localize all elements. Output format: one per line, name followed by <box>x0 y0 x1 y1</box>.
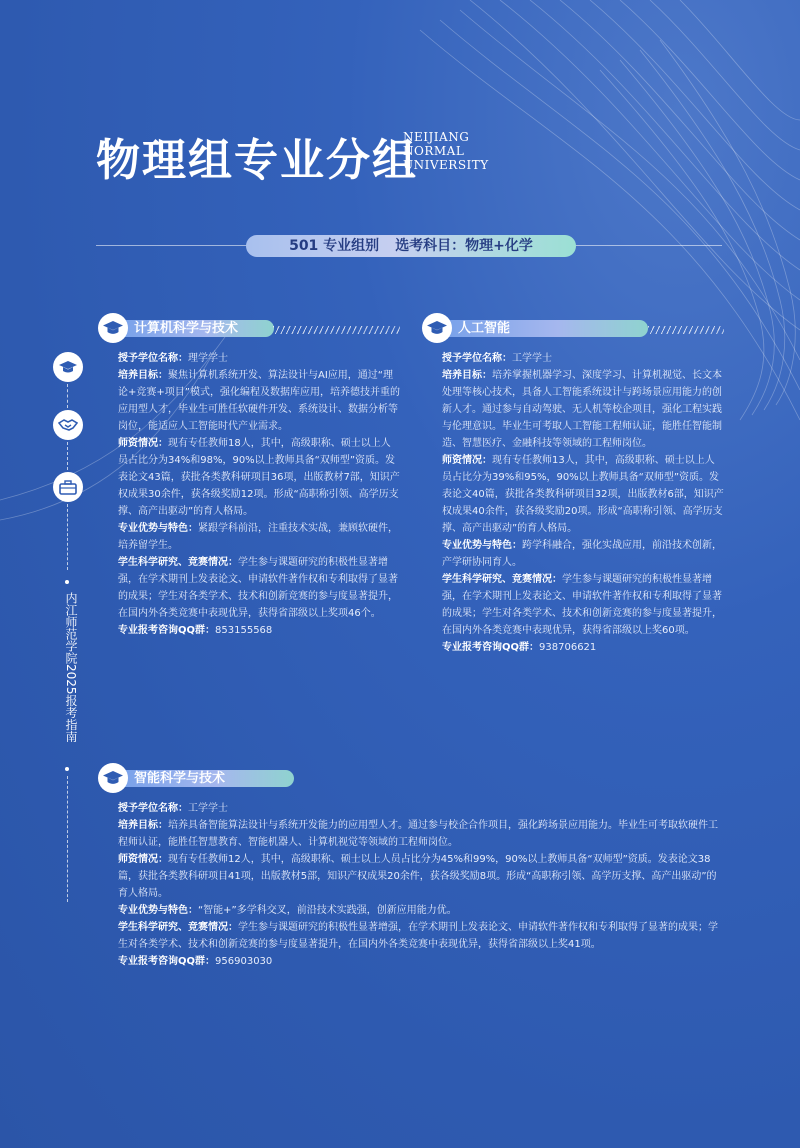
faculty-text: 现有专任教师12人，其中，高级职称、硕士以上人员占比分为45%和99%，90%以上教师具备“双师型”资质。发表论文38篇，获批各类教科研项目41项，出版教材5部，知识产权成果20余件，获各级奖励8项。形成“高职称引领、高学历支撑、高产出驱动”的育人格局。 <box>118 854 717 899</box>
graduation-cap-icon <box>98 313 128 343</box>
faculty-label: 师资情况： <box>442 455 492 466</box>
research-text: 学生参与课题研究的积极性显著增强，在学术期刊上发表论文、申请软件著作权和专利取得了显著的成果；学生对各类学术、技术和创新竞赛的参与度显著提升，在国内外各类竞赛中表现优异，获得省部级以上奖项46个。 <box>118 557 398 619</box>
side-vertical-title: 内江师范学院2025报考指南 <box>64 592 78 743</box>
hatch-decoration <box>648 326 724 334</box>
section-title: 智能科学与技术 <box>124 770 294 787</box>
section-header-ist <box>98 765 723 791</box>
english-name-line-3: UNIVERSITY <box>403 158 489 172</box>
group-label: 501 专业组别 <box>289 238 380 254</box>
section-header-ai <box>422 315 724 341</box>
feature-text: 跨学科融合，强化实战应用，前沿技术创新，产学研协同育人。 <box>442 540 722 568</box>
graduation-cap-icon <box>98 763 128 793</box>
feature-text: “智能+”多学科交叉，前沿技术实践强，创新应用能力优。 <box>198 905 457 916</box>
goal-text: 培养掌握机器学习、深度学习、计算机视觉、长文本处理等核心技术，具备人工智能系统设计与跨场景应用能力的创新人才。通过参与自动驾驶、无人机等校企项目，强化工程实践与伦理意识。毕业生可考取人工智能工程师认证，能胜任智能制造、智慧医疗、金融科技等领域的工程师岗位。 <box>442 370 722 449</box>
faculty-label: 师资情况： <box>118 854 168 865</box>
feature-label: 专业优势与特色： <box>118 523 198 534</box>
degree-value: 工学学士 <box>188 803 228 814</box>
research-text: 学生参与课题研究的积极性显著增强，在学术期刊上发表论文、申请软件著作权和专利取得了显著的成果；学生对各类学术、技术和创新竞赛的参与度显著提升，在国内外各类竞赛中表现优异，获得省部级以上奖41项。 <box>118 922 718 950</box>
research-text: 学生参与课题研究的积极性显著增强，在学术期刊上发表论文、申请软件著作权和专利取得了显著的成果；学生对各类学术、技术和创新竞赛的参与度显著提升，在国内外各类竞赛中表现优异，获得省部级以上奖60项。 <box>442 574 722 636</box>
research-label: 学生科学研究、竞赛情况： <box>118 922 238 933</box>
degree-label: 授予学位名称： <box>118 803 188 814</box>
briefcase-icon <box>53 472 83 502</box>
degree-label: 授予学位名称： <box>442 353 512 364</box>
feature-text: 紧跟学科前沿，注重技术实战，兼顾软硬件，培养留学生。 <box>118 523 398 551</box>
goal-label: 培养目标： <box>442 370 492 381</box>
page-title: 物理组专业分组 <box>96 135 418 186</box>
handshake-icon <box>53 410 83 440</box>
faculty-text: 现有专任教师18人，其中，高级职称、硕士以上人员占比分为34%和98%，90%以上教师具备“双师型”资质。发表论文43篇，获批各类教科研项目36项，出版教材7部，知识产权成果30余件，获各级奖励12项。形成“高职称引领、高学历支撑、高产出驱动”的育人格局。 <box>118 438 400 517</box>
side-dashed-line <box>67 384 68 408</box>
side-dashed-line <box>67 776 68 902</box>
degree-value: 工学学士 <box>512 353 552 364</box>
graduation-cap-icon <box>422 313 452 343</box>
side-dashed-line <box>67 442 68 470</box>
section-body-ai <box>422 350 724 656</box>
section-body-ist <box>98 800 723 970</box>
section-title: 人工智能 <box>448 320 648 337</box>
faculty-text: 现有专任教师13人，其中，高级职称、硕士以上人员占比分为39%和95%，90%以上教师具备“双师型”资质。发表论文40篇，获批各类教科研项目32项，出版教材6部，知识产权成果40余件，获各级奖励20项。形成“高职称引领、高学历支撑、高产出驱动”的育人格局。 <box>442 455 724 534</box>
side-icon-column <box>53 352 83 382</box>
qq-number[interactable]: 853155568 <box>215 625 273 636</box>
qq-number[interactable]: 938706621 <box>539 642 597 653</box>
side-dot <box>65 580 69 584</box>
goal-text: 培养具备智能算法设计与系统开发能力的应用型人才。通过参与校企合作项目，强化跨场景应用能力。毕业生可考取软硬件工程师认证，能胜任智慧教育、智能机器人、计算机视觉等领域的工程师岗位。 <box>118 820 718 848</box>
section-header-cs <box>98 315 400 341</box>
feature-label: 专业优势与特色： <box>442 540 522 551</box>
qq-label: 专业报考咨询QQ群： <box>118 956 216 967</box>
degree-value: 理学学士 <box>188 353 228 364</box>
degree-label: 授予学位名称： <box>118 353 188 364</box>
graduation-cap-icon <box>53 352 83 382</box>
qq-label: 专业报考咨询QQ群： <box>442 642 540 653</box>
english-name-line-1: NEIJIANG <box>403 130 470 144</box>
goal-label: 培养目标： <box>118 820 168 831</box>
feature-label: 专业优势与特色： <box>118 905 198 916</box>
english-name-line-2: NORMAL <box>403 144 465 158</box>
goal-label: 培养目标： <box>118 370 168 381</box>
side-dashed-line <box>67 504 68 570</box>
side-dot <box>65 767 69 771</box>
research-label: 学生科学研究、竞赛情况： <box>118 557 238 568</box>
qq-label: 专业报考咨询QQ群： <box>118 625 216 636</box>
faculty-label: 师资情况： <box>118 438 168 449</box>
section-title: 计算机科学与技术 <box>124 320 274 337</box>
subject-label: 选考科目：物理+化学 <box>395 238 533 254</box>
qq-number[interactable]: 956903030 <box>215 956 273 967</box>
section-body-cs <box>98 350 400 639</box>
research-label: 学生科学研究、竞赛情况： <box>442 574 562 585</box>
university-english-name <box>403 130 489 172</box>
group-pill <box>246 235 576 257</box>
hatch-decoration <box>273 326 400 334</box>
goal-text: 聚焦计算机系统开发、算法设计与AI应用，通过“理论+竞赛+项目”模式，强化编程及数据库应用，培养德技并重的应用型人才，毕业生可胜任软硬件开发、系统设计、数据分析等岗位，能适应人工智能时代产业需求。 <box>118 370 400 432</box>
